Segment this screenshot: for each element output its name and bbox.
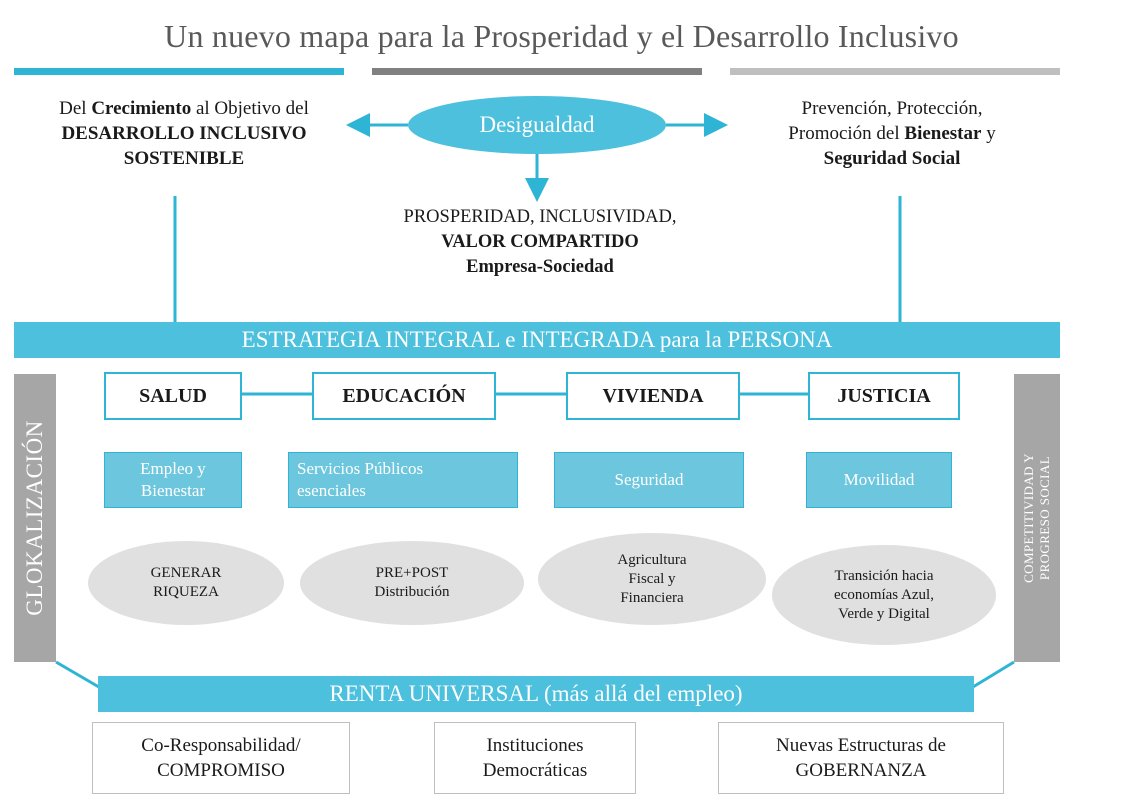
center-text-block <box>350 205 730 280</box>
blue-box-empleo-bienestar-label: Empleo y Bienestar <box>140 459 206 500</box>
ellipse-generar-riqueza-label: GENERAR RIQUEZA <box>150 565 222 600</box>
renta-universal-bar[interactable] <box>98 676 974 712</box>
blue-box-empleo-bienestar[interactable] <box>104 452 242 508</box>
blue-box-movilidad-label: Movilidad <box>843 470 915 489</box>
pillar-salud-label: SALUD <box>139 384 207 407</box>
node-desigualdad-label: Desigualdad <box>479 112 595 137</box>
top-left-line-2: DESARROLLO INCLUSIVO SOSTENIBLE <box>61 123 307 169</box>
side-label-competitividad-text: COMPETITIVIDAD Y PROGRESO SOCIAL <box>1021 453 1052 583</box>
divider-rule-middle <box>372 68 702 75</box>
node-desigualdad[interactable] <box>408 96 666 154</box>
pillar-vivienda[interactable] <box>566 372 740 420</box>
pillar-justicia[interactable] <box>808 372 960 420</box>
divider-rule-left <box>14 68 344 75</box>
pillar-justicia-label: JUSTICIA <box>837 384 931 407</box>
ellipse-pre-post-distribucion-label: PRE+POST Distribución <box>374 565 450 600</box>
center-text-line-2: VALOR COMPARTIDO <box>441 232 639 252</box>
top-right-text <box>742 96 1042 171</box>
top-right-line-1: Prevención, Protección, <box>801 98 983 119</box>
side-label-glokalizacion <box>14 374 56 662</box>
pillar-vivienda-label: VIVIENDA <box>602 384 704 407</box>
blue-box-servicios-publicos[interactable] <box>288 452 518 508</box>
ellipse-transicion-economias-label: Transición hacia economías Azul, Verde y Digital <box>834 567 934 622</box>
ellipse-agricultura-fiscal-financiera[interactable] <box>538 533 766 625</box>
ellipse-agricultura-fiscal-financiera-label: Agricultura Fiscal y Financiera <box>617 551 687 606</box>
top-right-line-2: Promoción del Bienestar y <box>788 123 996 144</box>
top-right-line-3: Seguridad Social <box>823 148 961 169</box>
bottom-box-co-responsabilidad[interactable] <box>92 722 350 794</box>
page-title: Un nuevo mapa para la Prosperidad y el Desarrollo Inclusivo <box>164 18 959 54</box>
top-left-text <box>24 96 344 171</box>
blue-box-seguridad-label: Seguridad <box>614 470 684 489</box>
pillar-educacion[interactable] <box>312 372 496 420</box>
divider-rule-right <box>730 68 1060 75</box>
bottom-box-instituciones-democraticas[interactable] <box>434 722 636 794</box>
blue-box-seguridad[interactable] <box>554 452 744 508</box>
bottom-box-nuevas-estructuras-label: Nuevas Estructuras de GOBERNANZA <box>776 735 946 781</box>
pillar-educacion-label: EDUCACIÓN <box>342 384 466 407</box>
ellipse-transicion-economias[interactable] <box>772 545 996 645</box>
side-label-competitividad <box>1014 374 1060 662</box>
strategy-bar-label: ESTRATEGIA INTEGRAL e INTEGRADA para la PERSONA <box>241 327 833 352</box>
ellipse-generar-riqueza[interactable] <box>88 541 284 625</box>
renta-universal-label: RENTA UNIVERSAL (más allá del empleo) <box>329 681 743 706</box>
center-text-line-3: Empresa-Sociedad <box>466 257 614 277</box>
bottom-box-co-responsabilidad-label: Co-Responsabilidad/ COMPROMISO <box>141 735 301 781</box>
bottom-box-instituciones-democraticas-label: Instituciones Democráticas <box>482 735 588 781</box>
strategy-bar[interactable] <box>14 322 1060 358</box>
center-text-line-1: PROSPERIDAD, INCLUSIVIDAD, <box>403 207 677 227</box>
ellipse-pre-post-distribucion[interactable] <box>300 541 524 625</box>
top-left-line-1: Del Crecimiento al Objetivo del <box>59 98 309 119</box>
pillar-salud[interactable] <box>104 372 242 420</box>
bottom-box-nuevas-estructuras[interactable] <box>718 722 1004 794</box>
blue-box-servicios-publicos-label: Servicios Públicos esenciales <box>297 459 424 500</box>
blue-box-movilidad[interactable] <box>806 452 952 508</box>
side-label-glokalizacion-text: GLOKALIZACIÓN <box>22 420 48 616</box>
